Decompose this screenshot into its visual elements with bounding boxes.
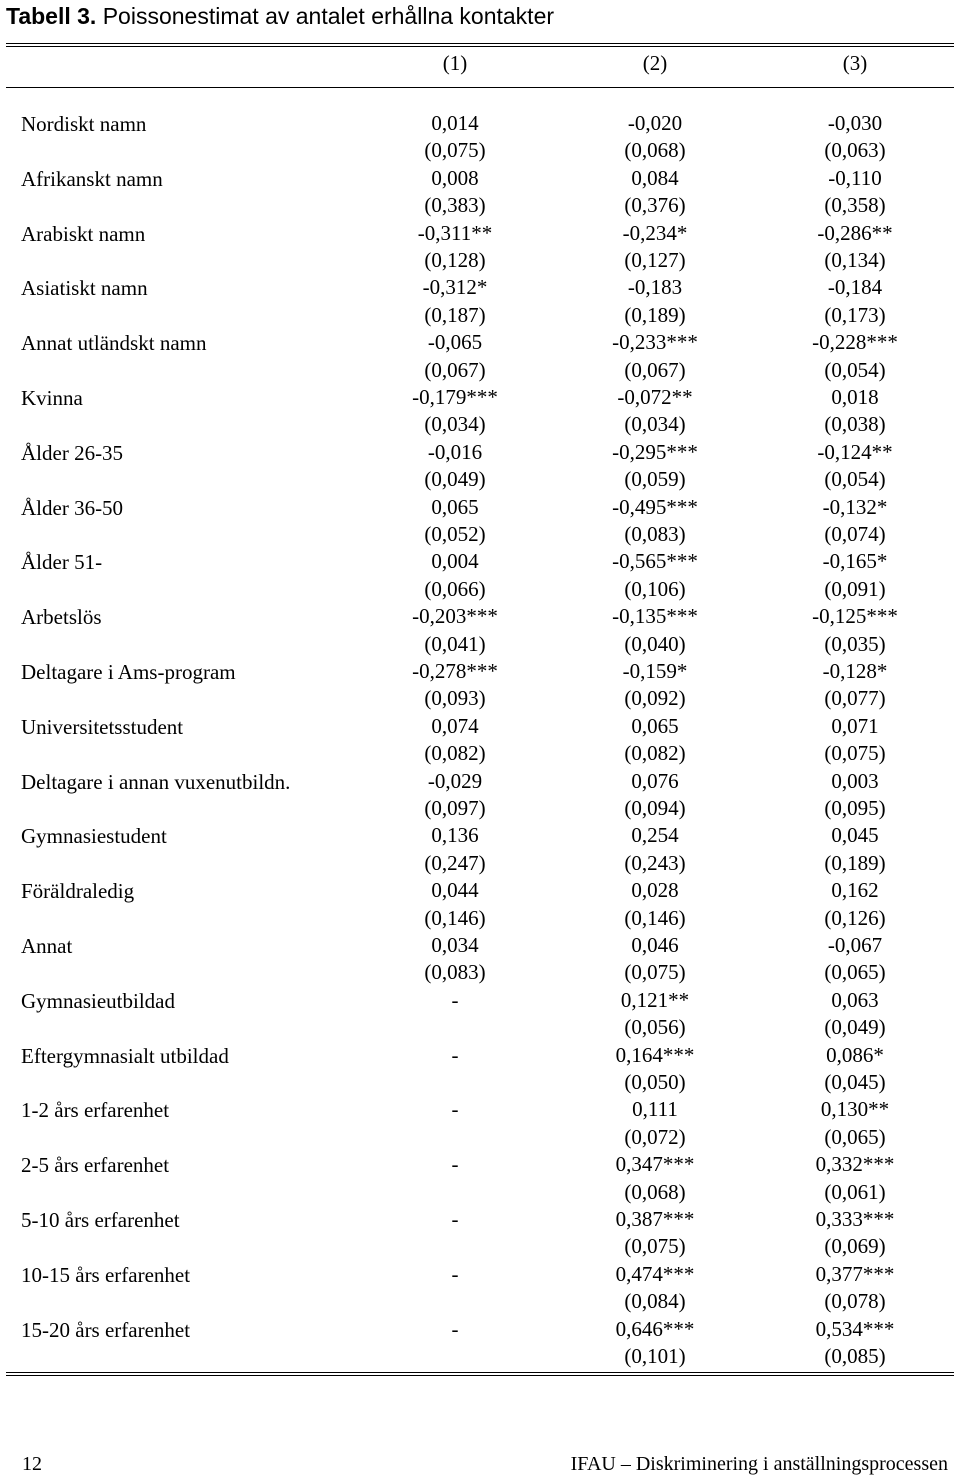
coefficient: - [451, 1316, 459, 1341]
estimate-cell-col3 [770, 110, 940, 165]
coefficient: 0,028 [631, 878, 679, 903]
coefficient: - [451, 1206, 459, 1231]
estimate-cell-col3 [770, 274, 940, 329]
estimate-cell-col2 [570, 165, 740, 220]
coefficient: 0,065 [631, 713, 679, 738]
coefficient: -0,495*** [612, 494, 698, 519]
standard-error: (0,358) [824, 193, 886, 218]
coefficient: 0,084 [631, 165, 679, 190]
coefficient: -0,286** [817, 220, 893, 245]
standard-error: (0,065) [824, 960, 886, 985]
standard-error: (0,094) [624, 795, 686, 820]
standard-error: (0,045) [824, 1069, 886, 1094]
coefficient: 0,076 [631, 768, 679, 793]
coefficient: -0,184 [827, 275, 883, 300]
standard-error: (0,068) [624, 1179, 686, 1204]
estimate-cell-col1 [370, 713, 540, 768]
estimate-cell-col1 [370, 439, 540, 494]
standard-error: (0,082) [624, 741, 686, 766]
column-header-3: (3) [842, 51, 868, 75]
coefficient: -0,125*** [812, 604, 898, 629]
page-number: 12 [22, 1453, 42, 1475]
table-row [0, 1042, 960, 1097]
standard-error: (0,101) [624, 1343, 686, 1368]
estimate-cell-col2 [570, 1096, 740, 1151]
estimate-cell-col2 [570, 220, 740, 275]
coefficient: - [451, 987, 459, 1012]
bottom-rule-2 [6, 1375, 954, 1376]
standard-error: (0,050) [624, 1069, 686, 1094]
estimate-cell-col3 [770, 603, 940, 658]
estimate-cell-col2 [570, 110, 740, 165]
coefficient: 0,347*** [615, 1152, 695, 1177]
header-rule [6, 87, 954, 88]
row-label: Arbetslös [21, 605, 102, 630]
standard-error: (0,091) [824, 576, 886, 601]
estimate-cell-col2 [570, 494, 740, 549]
estimate-cell-col3 [770, 165, 940, 220]
estimate-cell-col2 [570, 548, 740, 603]
coefficient: 0,254 [631, 823, 679, 848]
coefficient: -0,065 [427, 330, 483, 355]
estimate-cell-col2 [570, 439, 740, 494]
standard-error: (0,082) [424, 741, 486, 766]
estimate-cell-col3 [770, 1316, 940, 1371]
standard-error: (0,106) [624, 576, 686, 601]
coefficient: 0,333*** [815, 1206, 895, 1231]
estimate-cell-col1 [370, 822, 540, 877]
standard-error: (0,187) [424, 302, 486, 327]
estimate-cell-col2 [570, 603, 740, 658]
standard-error: (0,066) [424, 576, 486, 601]
coefficient: -0,312* [422, 275, 488, 300]
coefficient: -0,179*** [412, 384, 498, 409]
row-label: Deltagare i Ams-program [21, 659, 236, 684]
estimate-cell-col1 [370, 1042, 540, 1069]
standard-error: (0,067) [424, 357, 486, 382]
standard-error: (0,092) [624, 686, 686, 711]
coefficient: 0,474*** [615, 1261, 695, 1286]
coefficient: 0,034 [431, 932, 479, 957]
standard-error: (0,189) [824, 850, 886, 875]
estimate-cell-col3 [770, 548, 940, 603]
standard-error: (0,040) [624, 631, 686, 656]
row-label: Deltagare i annan vuxenutbildn. [21, 769, 291, 794]
estimate-cell-col2 [570, 329, 740, 384]
standard-error: (0,173) [824, 302, 886, 327]
standard-error: (0,054) [824, 467, 886, 492]
coefficient: 0,130** [820, 1097, 890, 1122]
table-row [0, 768, 960, 823]
estimate-cell-col1 [370, 932, 540, 987]
estimate-cell-col1 [370, 603, 540, 658]
coefficient: 0,046 [631, 932, 679, 957]
coefficient: 0,063 [831, 987, 879, 1012]
row-label: Universitetsstudent [21, 714, 184, 739]
standard-error: (0,075) [624, 960, 686, 985]
row-label: Annat utländskt namn [21, 331, 207, 356]
table-row [0, 165, 960, 220]
standard-error: (0,056) [624, 1015, 686, 1040]
estimate-cell-col2 [570, 713, 740, 768]
estimate-cell-col2 [570, 822, 740, 877]
row-label: Annat [21, 933, 73, 958]
standard-error: (0,054) [824, 357, 886, 382]
coefficient: -0,165* [822, 549, 888, 574]
row-label: 5-10 års erfarenhet [21, 1207, 180, 1232]
standard-error: (0,126) [824, 905, 886, 930]
standard-error: (0,097) [424, 795, 486, 820]
coefficient: 0,136 [431, 823, 479, 848]
estimate-cell-col3 [770, 1261, 940, 1316]
coefficient: 0,164*** [615, 1042, 695, 1067]
estimate-cell-col3 [770, 987, 940, 1042]
standard-error: (0,072) [624, 1124, 686, 1149]
coefficient: -0,110 [828, 165, 882, 190]
standard-error: (0,083) [424, 960, 486, 985]
standard-error: (0,074) [824, 521, 886, 546]
standard-error: (0,052) [424, 521, 486, 546]
estimate-cell-col2 [570, 384, 740, 439]
standard-error: (0,059) [624, 467, 686, 492]
coefficient: -0,072** [617, 384, 693, 409]
estimate-cell-col3 [770, 384, 940, 439]
table-title-label: Tabell 3. [6, 3, 97, 29]
table-row [0, 384, 960, 439]
coefficient: 0,018 [831, 384, 879, 409]
column-header-1: (1) [442, 51, 468, 75]
standard-error: (0,247) [424, 850, 486, 875]
standard-error: (0,038) [824, 412, 886, 437]
estimate-cell-col1 [370, 548, 540, 603]
bottom-rule-1 [6, 1372, 954, 1373]
row-label: Föräldraledig [21, 879, 135, 904]
estimate-cell-col3 [770, 768, 940, 823]
coefficient: - [451, 1152, 459, 1177]
row-label: Eftergymnasialt utbildad [21, 1043, 229, 1068]
table-row [0, 220, 960, 275]
table-row [0, 494, 960, 549]
estimate-cell-col1 [370, 1261, 540, 1288]
coefficient: 0,162 [831, 878, 879, 903]
standard-error: (0,061) [824, 1179, 886, 1204]
coefficient: 0,045 [831, 823, 879, 848]
table-title [6, 0, 554, 32]
estimate-cell-col3 [770, 329, 940, 384]
row-label: Ålder 51- [21, 550, 103, 575]
coefficient: 0,121** [620, 987, 690, 1012]
row-label: Ålder 36-50 [21, 495, 124, 520]
coefficient: 0,074 [431, 713, 479, 738]
row-label: Gymnasiestudent [21, 824, 167, 849]
coefficient: -0,228*** [812, 330, 898, 355]
standard-error: (0,127) [624, 248, 686, 272]
estimate-cell-col3 [770, 713, 940, 768]
top-rule-2 [6, 46, 954, 47]
standard-error: (0,034) [424, 412, 486, 437]
row-label: 2-5 års erfarenhet [21, 1153, 170, 1178]
estimate-cell-col1 [370, 1096, 540, 1123]
estimate-cell-col1 [370, 877, 540, 932]
table-row [0, 274, 960, 329]
estimate-cell-col1 [370, 110, 540, 165]
row-label: 1-2 års erfarenhet [21, 1098, 170, 1123]
coefficient: 0,004 [431, 549, 479, 574]
estimate-cell-col2 [570, 1316, 740, 1371]
coefficient: 0,387*** [615, 1206, 695, 1231]
standard-error: (0,093) [424, 686, 486, 711]
coefficient: -0,183 [627, 275, 683, 300]
row-label: Nordiskt namn [21, 112, 147, 136]
coefficient: -0,295*** [612, 439, 698, 464]
standard-error: (0,041) [424, 631, 486, 656]
coefficient: -0,029 [427, 768, 483, 793]
running-footer: IFAU – Diskriminering i anställningsprocessen [570, 1453, 948, 1475]
coefficient: -0,016 [427, 439, 483, 464]
coefficient: 0,377*** [815, 1261, 895, 1286]
coefficient: -0,067 [827, 932, 883, 957]
estimate-cell-col1 [370, 274, 540, 329]
coefficient: 0,332*** [815, 1152, 895, 1177]
estimate-cell-col3 [770, 1151, 940, 1206]
estimate-cell-col2 [570, 274, 740, 329]
coefficient: -0,565*** [612, 549, 698, 574]
standard-error: (0,077) [824, 686, 886, 711]
standard-error: (0,065) [824, 1124, 886, 1149]
estimate-cell-col2 [570, 658, 740, 713]
estimate-cell-col3 [770, 1206, 940, 1261]
table-row [0, 658, 960, 713]
estimate-cell-col2 [570, 1206, 740, 1261]
coefficient: -0,135*** [612, 604, 698, 629]
row-label: Asiatiskt namn [21, 276, 148, 301]
table-row [0, 548, 960, 603]
coefficient: -0,203*** [412, 604, 498, 629]
standard-error: (0,134) [824, 248, 886, 272]
estimate-cell-col1 [370, 1206, 540, 1233]
estimate-cell-col1 [370, 987, 540, 1014]
coefficient: -0,311** [417, 220, 493, 245]
standard-error: (0,035) [824, 631, 886, 656]
estimate-cell-col2 [570, 1261, 740, 1316]
coefficient: -0,030 [827, 111, 883, 135]
table-body [0, 110, 960, 1370]
coefficient: 0,008 [431, 165, 479, 190]
standard-error: (0,075) [424, 138, 486, 163]
coefficient: 0,014 [431, 111, 479, 135]
coefficient: 0,003 [831, 768, 879, 793]
standard-error: (0,078) [824, 1289, 886, 1314]
coefficient: 0,065 [431, 494, 479, 519]
table-title-text: Poissonestimat av antalet erhållna kontakter [102, 3, 555, 29]
top-rule-1 [6, 43, 954, 44]
standard-error: (0,243) [624, 850, 686, 875]
estimate-cell-col3 [770, 1042, 940, 1097]
row-label: Ålder 26-35 [21, 440, 124, 465]
coefficient: 0,071 [831, 713, 879, 738]
table-row [0, 822, 960, 877]
standard-error: (0,146) [624, 905, 686, 930]
estimate-cell-col3 [770, 220, 940, 275]
coefficient: - [451, 1097, 459, 1122]
standard-error: (0,069) [824, 1234, 886, 1259]
table-row [0, 1096, 960, 1151]
standard-error: (0,075) [824, 741, 886, 766]
table-row [0, 329, 960, 384]
table-row [0, 932, 960, 987]
estimate-cell-col3 [770, 932, 940, 987]
estimate-cell-col2 [570, 768, 740, 823]
coefficient: -0,128* [822, 658, 888, 683]
standard-error: (0,146) [424, 905, 486, 930]
estimate-cell-col1 [370, 165, 540, 220]
coefficient: -0,020 [627, 111, 683, 135]
standard-error: (0,067) [624, 357, 686, 382]
standard-error: (0,049) [824, 1015, 886, 1040]
coefficient: -0,278*** [412, 658, 498, 683]
table-row [0, 713, 960, 768]
coefficient: 0,111 [632, 1097, 678, 1122]
coefficient: 0,086* [826, 1042, 884, 1067]
standard-error: (0,075) [624, 1234, 686, 1259]
coefficient: -0,233*** [612, 330, 698, 355]
row-label: Kvinna [21, 385, 83, 410]
standard-error: (0,189) [624, 302, 686, 327]
standard-error: (0,034) [624, 412, 686, 437]
row-label: 10-15 års erfarenhet [21, 1262, 191, 1287]
coefficient: -0,234* [622, 220, 688, 245]
row-label: Arabiskt namn [21, 221, 146, 246]
table-row [0, 439, 960, 494]
standard-error: (0,063) [824, 138, 886, 163]
estimate-cell-col3 [770, 1096, 940, 1151]
estimate-cell-col3 [770, 439, 940, 494]
row-label: Afrikanskt namn [21, 166, 163, 191]
table-row [0, 1151, 960, 1206]
estimate-cell-col1 [370, 1316, 540, 1343]
estimate-cell-col3 [770, 822, 940, 877]
estimate-cell-col3 [770, 877, 940, 932]
standard-error: (0,049) [424, 467, 486, 492]
table-row [0, 1206, 960, 1261]
row-label: Gymnasieutbildad [21, 988, 175, 1013]
estimate-cell-col1 [370, 329, 540, 384]
estimate-cell-col1 [370, 768, 540, 823]
estimate-cell-col1 [370, 494, 540, 549]
row-label: 15-20 års erfarenhet [21, 1317, 191, 1342]
standard-error: (0,083) [624, 521, 686, 546]
estimate-cell-col1 [370, 1151, 540, 1178]
coefficient: -0,124** [817, 439, 893, 464]
estimate-cell-col2 [570, 877, 740, 932]
estimate-cell-col3 [770, 494, 940, 549]
estimate-cell-col2 [570, 1042, 740, 1097]
coefficient: -0,159* [622, 658, 688, 683]
standard-error: (0,085) [824, 1343, 886, 1368]
coefficient: - [451, 1261, 459, 1286]
coefficient: -0,132* [822, 494, 888, 519]
coefficient: 0,534*** [815, 1316, 895, 1341]
estimate-cell-col2 [570, 932, 740, 987]
table-row [0, 603, 960, 658]
coefficient: 0,646*** [615, 1316, 695, 1341]
estimate-cell-col1 [370, 658, 540, 713]
estimate-cell-col1 [370, 384, 540, 439]
coefficient: - [451, 1042, 459, 1067]
table-row [0, 987, 960, 1042]
standard-error: (0,128) [424, 248, 486, 272]
estimate-cell-col1 [370, 220, 540, 275]
table-row [0, 110, 960, 165]
estimate-cell-col2 [570, 987, 740, 1042]
coefficient: 0,044 [431, 878, 479, 903]
standard-error: (0,095) [824, 795, 886, 820]
estimate-cell-col2 [570, 1151, 740, 1206]
estimate-cell-col3 [770, 658, 940, 713]
column-header-2: (2) [642, 51, 668, 75]
standard-error: (0,068) [624, 138, 686, 163]
standard-error: (0,383) [424, 193, 486, 218]
table-row [0, 1316, 960, 1371]
table-row [0, 877, 960, 932]
standard-error: (0,376) [624, 193, 686, 218]
standard-error: (0,084) [624, 1289, 686, 1314]
table-row [0, 1261, 960, 1316]
